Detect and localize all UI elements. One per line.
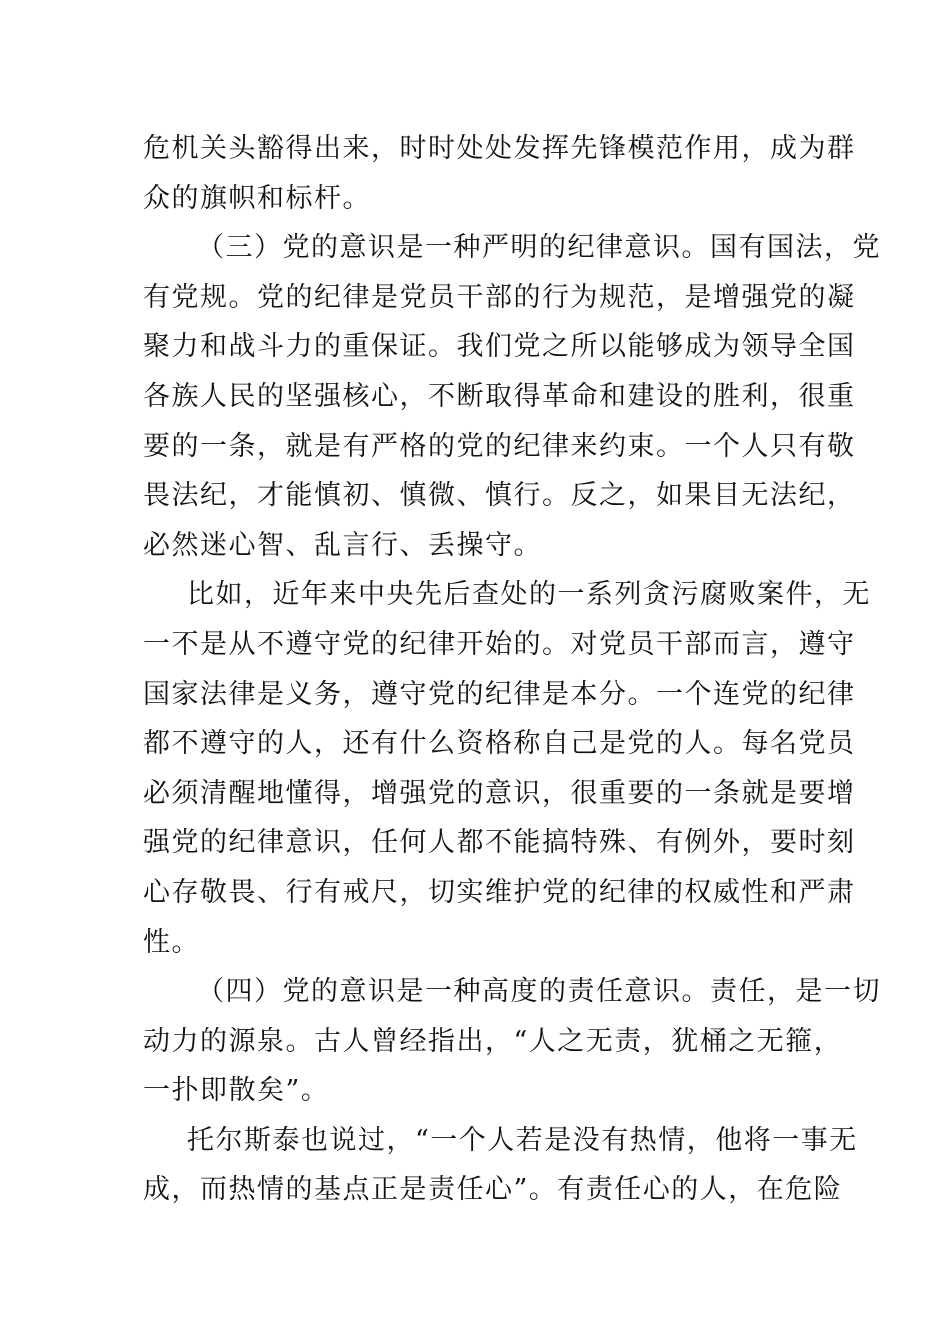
paragraph-start-line: 托尔斯泰也说过，“一个人若是没有热情，他将一事无 [187, 1124, 858, 1156]
text-line: 要的一条，就是有严格的党的纪律来约束。一个人只有敬 [143, 430, 856, 462]
text-line: 成，而热情的基点正是责任心”。有责任心的人，在危险 [143, 1174, 843, 1206]
text-line: 畏法纪，才能慎初、慎微、慎行。反之，如果目无法纪， [143, 480, 856, 512]
text-line: 性。 [143, 926, 200, 958]
paragraph-start-line: （三）党的意识是一种严明的纪律意识。国有国法，党 [197, 232, 881, 264]
text-line: 各族人民的坚强核心，不断取得革命和建设的胜利，很重 [143, 380, 856, 412]
text-line: 国家法律是义务，遵守党的纪律是本分。一个连党的纪律 [143, 678, 856, 710]
paragraph-start-line: 比如，近年来中央先后查处的一系列贪污腐败案件，无 [187, 579, 871, 611]
text-line: 心存敬畏、行有戒尺，切实维护党的纪律的权威性和严肃 [143, 876, 856, 908]
text-line: 必须清醒地懂得，增强党的意识，很重要的一条就是要增 [143, 777, 856, 809]
text-line: 众的旗帜和标杆。 [143, 182, 371, 214]
text-line: 强党的纪律意识，任何人都不能搞特殊、有例外，要时刻 [143, 827, 856, 859]
text-line: 一不是从不遵守党的纪律开始的。对党员干部而言，遵守 [143, 628, 856, 660]
text-line: 动力的源泉。古人曾经指出，“人之无责，犹桶之无箍， [143, 1025, 843, 1057]
paragraph-start-line: （四）党的意识是一种高度的责任意识。责任，是一切 [197, 976, 881, 1008]
text-line: 都不遵守的人，还有什么资格称自己是党的人。每名党员 [143, 728, 856, 760]
text-line: 必然迷心智、乱言行、丢操守。 [143, 529, 542, 561]
text-line: 危机关头豁得出来，时时处处发挥先锋模范作用，成为群 [143, 133, 856, 164]
text-line: 聚力和战斗力的重保证。我们党之所以能够成为领导全国 [143, 331, 856, 363]
document-body [143, 124, 881, 1215]
text-line: 有党规。党的纪律是党员干部的行为规范，是增强党的凝 [143, 281, 856, 313]
text-line: 一扑即散矣”。 [143, 1075, 330, 1107]
